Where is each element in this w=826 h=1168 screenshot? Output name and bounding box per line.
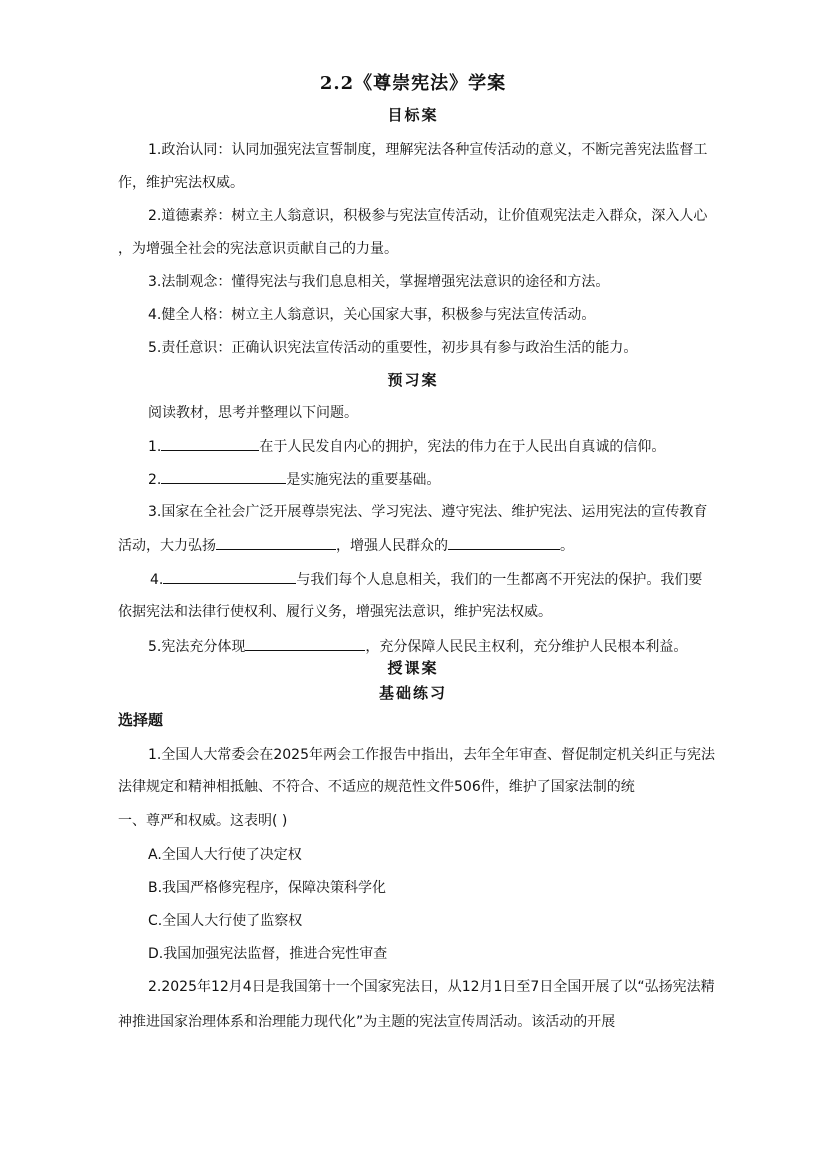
question-text: 活动，大力弘扬 [118, 538, 216, 554]
choice-question-1-line-1: 1.全国人大常委会在2025年两会工作报告中指出，去年全年审查、督促制定机关纠正与宪法 [148, 747, 715, 763]
question-text: 与我们每个人息息相关，我们的一生都离不开宪法的保护。我们要 [296, 572, 703, 588]
preview-question-3-line-2 [118, 535, 574, 556]
goal-line-7: 5.责任意识：正确认识宪法宣传活动的重要性，初步具有参与政治生活的能力。 [148, 340, 638, 356]
section-heading-basic: 基础练习 [378, 684, 447, 702]
section-heading-goal: 目标案 [387, 106, 439, 124]
choice-question-1-line-2: 法律规定和精神相抵触、不符合、不适应的规范性文件506件，维护了国家法制的统 [118, 779, 635, 795]
choice-question-2-line-2: 神推进国家治理体系和治理能力现代化”为主题的宪法宣传周活动。该活动的开展 [118, 1014, 616, 1030]
question-text: 。 [560, 538, 574, 554]
section-heading-lecture: 授课案 [387, 659, 439, 677]
goal-line-6: 4.健全人格：树立主人翁意识，关心国家大事，积极参与宪法宣传活动。 [148, 307, 596, 323]
choice-option-a[interactable]: A.全国人大行使了决定权 [148, 847, 302, 863]
choice-question-2-line-1: 2.2025年12月4日是我国第十一个国家宪法日，从12月1日至7日全国开展了以“弘扬宪法精 [148, 979, 715, 995]
question-number: 1. [148, 439, 162, 455]
page-title: 2.2《尊崇宪法》学案 [319, 73, 507, 94]
preview-question-5 [148, 636, 687, 657]
answer-blank[interactable] [216, 535, 336, 550]
question-number: 4. [150, 572, 164, 588]
section-heading-preview: 预习案 [387, 371, 439, 389]
goal-line-5: 3.法制观念：懂得宪法与我们息息相关，掌握增强宪法意识的途径和方法。 [148, 274, 610, 290]
preview-question-4-line-2: 依据宪法和法律行使权利、履行义务，增强宪法意识，维护宪法权威。 [118, 604, 552, 620]
question-text: 在于人民发自内心的拥护，宪法的伟力在于人民出自真诚的信仰。 [259, 439, 666, 455]
goal-line-4: ，为增强全社会的宪法意识贡献自己的力量。 [118, 241, 398, 257]
answer-blank[interactable] [448, 535, 560, 550]
preview-question-1 [148, 436, 665, 457]
choice-option-b[interactable]: B.我国严格修宪程序，保障决策科学化 [148, 880, 387, 896]
goal-line-1: 1.政治认同：认同加强宪法宣誓制度，理解宪法各种宣传活动的意义，不断完善宪法监督工 [148, 142, 708, 158]
goal-line-3: 2.道德素养：树立主人翁意识，积极参与宪法宣传活动，让价值观宪法走入群众，深入人心 [148, 208, 708, 224]
answer-blank[interactable] [161, 469, 286, 484]
preview-question-4-line-1 [150, 569, 702, 590]
section-heading-choice: 选择题 [118, 711, 164, 729]
choice-option-c[interactable]: C.全国人大行使了监察权 [148, 913, 303, 929]
preview-question-3-line-1: 3.国家在全社会广泛开展尊崇宪法、学习宪法、遵守宪法、维护宪法、运用宪法的宣传教育 [148, 504, 708, 520]
answer-blank[interactable] [245, 636, 365, 651]
goal-line-2: 作，维护宪法权威。 [118, 175, 244, 191]
question-text: 是实施宪法的重要基础。 [286, 472, 441, 488]
question-number: 2. [148, 472, 162, 488]
question-text: ，增强人民群众的 [336, 538, 448, 554]
choice-question-1-line-3: 一、尊严和权威。这表明( ) [118, 813, 288, 829]
answer-blank[interactable] [161, 436, 259, 451]
preview-intro: 阅读教材，思考并整理以下问题。 [148, 405, 358, 421]
choice-option-d[interactable]: D.我国加强宪法监督，推进合宪性审查 [148, 946, 388, 962]
preview-question-2 [148, 469, 440, 490]
question-text: 5.宪法充分体现 [148, 639, 246, 655]
answer-blank[interactable] [163, 569, 296, 584]
question-text: ，充分保障人民民主权利，充分维护人民根本利益。 [365, 639, 688, 655]
